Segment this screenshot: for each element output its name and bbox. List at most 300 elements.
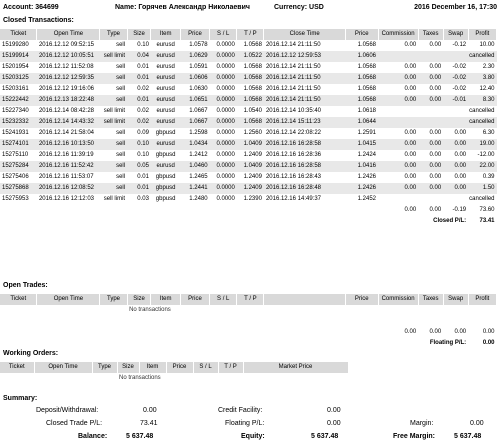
free-margin-value: 5 637.48 <box>454 433 482 440</box>
table-cell: 0.02 <box>137 86 149 92</box>
table-cell: 1.2560 <box>243 130 262 136</box>
table-cell: 2016.12.12 12:59:53 <box>264 51 345 62</box>
table-cell: eurusd <box>151 161 180 172</box>
summary-row-2 <box>0 420 500 432</box>
table-cell: 0.01 <box>127 73 151 84</box>
column-header: Market Price <box>243 362 348 373</box>
column-header: T / P <box>237 29 264 40</box>
table-cell: 15275868 <box>0 183 37 194</box>
working-empty-row <box>0 373 497 384</box>
account-holder-name: Name: Горячев Александр Николаевич <box>115 4 250 11</box>
table-cell: 1.0606 <box>180 73 209 84</box>
column-header: Size <box>117 362 139 373</box>
table-cell: 19.00 <box>468 139 496 150</box>
column-header: Swap <box>443 294 468 305</box>
balance-value: 5 637.48 <box>126 433 154 440</box>
table-cell: 0.00 <box>454 130 467 136</box>
table-cell: eurusd <box>151 73 180 84</box>
table-cell: 0.00 <box>418 95 443 106</box>
table-cell: 2016.12.16 11:52:42 <box>37 161 100 172</box>
table-cell: -12.00 <box>477 152 495 158</box>
free-margin-label: Free Margin: <box>393 433 436 440</box>
table-cell: 2016.12.16 16:28:48 <box>264 183 345 194</box>
table-cell: 0.00 <box>429 130 442 136</box>
table-cell: 0.00 <box>378 183 418 194</box>
column-header: Close Time <box>264 29 345 40</box>
column-header: Size <box>127 294 151 305</box>
table-cell: 1.2390 <box>243 196 262 202</box>
table-cell: 0.00 <box>443 183 468 194</box>
table-cell: 0.0000 <box>216 42 235 48</box>
closed-trade-pl-value: 73.41 <box>140 420 158 427</box>
column-header: Taxes <box>418 29 443 40</box>
table-cell: 1.0591 <box>189 64 208 70</box>
table-cell: 1.0568 <box>345 73 378 84</box>
total-commission: 0.00 <box>404 207 417 213</box>
table-row <box>0 183 497 194</box>
table-cell: 0.04 <box>127 51 151 62</box>
table-row <box>0 150 497 161</box>
table-cell: 2016.12.12 10:05:51 <box>37 51 100 62</box>
table-cell: sell <box>116 130 126 136</box>
column-header: Type <box>100 29 127 40</box>
deposit-label: Deposit/Withdrawal: <box>36 407 99 414</box>
column-header: Type <box>92 362 117 373</box>
table-cell: 15275953 <box>2 196 29 202</box>
open-trades-table <box>0 294 497 349</box>
table-cell: 0.00 <box>429 174 442 180</box>
working-orders-table <box>0 362 497 384</box>
table-cell: 0.00 <box>418 73 443 84</box>
table-cell: 1.0568 <box>237 95 264 106</box>
table-row <box>0 51 497 62</box>
table-cell: 2016.12.16 11:39:19 <box>38 152 94 158</box>
table-cell: 0.00 <box>404 130 417 136</box>
table-row <box>0 194 497 205</box>
column-header: S / L <box>210 29 237 40</box>
table-cell: 2016.12.16 16:28:58 <box>264 139 345 150</box>
table-cell: 0.01 <box>137 64 149 70</box>
table-cell: 2016.12.13 18:22:48 <box>37 95 100 106</box>
table-cell: 1.2426 <box>345 183 378 194</box>
table-cell: cancelled <box>378 117 497 128</box>
table-cell: 1.2441 <box>180 183 209 194</box>
table-cell: 0.02 <box>137 108 149 114</box>
credit-value: 0.00 <box>327 407 341 414</box>
table-cell: 1.0409 <box>237 161 264 172</box>
table-cell: 0.0000 <box>210 73 237 84</box>
table-cell: sell <box>116 42 126 48</box>
table-cell: -0.01 <box>443 95 468 106</box>
column-header <box>264 294 345 305</box>
working-orders-title: Working Orders: <box>3 350 59 357</box>
table-cell: gbpusd <box>155 174 176 180</box>
table-cell: 1.0606 <box>345 51 378 62</box>
table-cell: 2016.12.12 09:52:15 <box>38 42 94 48</box>
total-taxes: 0.00 <box>429 207 442 213</box>
table-cell: 0.00 <box>378 95 418 106</box>
open-empty-row <box>0 305 497 316</box>
credit-label: Credit Facility: <box>218 407 263 414</box>
table-cell: 0.0000 <box>216 196 235 202</box>
closed-transactions-table <box>0 29 497 227</box>
table-cell: 8.30 <box>468 95 496 106</box>
table-cell: 2016.12.14 21:11:50 <box>265 86 321 92</box>
column-header: Ticket <box>0 362 34 373</box>
table-cell: 1.0630 <box>189 86 208 92</box>
table-cell: 2016.12.16 10:13:50 <box>37 139 100 150</box>
column-header: Profit <box>468 294 496 305</box>
column-header: Size <box>127 29 151 40</box>
column-header: Price <box>345 294 378 305</box>
closed-transactions-title: Closed Transactions: <box>3 17 74 24</box>
open-total-taxes: 0.00 <box>429 329 442 335</box>
table-cell: 15232332 <box>0 117 37 128</box>
table-cell: 1.0568 <box>357 64 376 70</box>
column-header: Item <box>151 29 180 40</box>
table-cell: 2016.12.14 21:11:50 <box>265 42 321 48</box>
table-cell: 1.0629 <box>180 51 209 62</box>
table-cell: sell limit <box>100 117 127 128</box>
table-cell: 0.02 <box>127 117 151 128</box>
table-cell: 2016.12.12 11:52:08 <box>38 64 94 70</box>
column-header: Item <box>139 362 166 373</box>
table-cell: 0.00 <box>429 152 442 158</box>
table-cell: 15227340 <box>2 108 29 114</box>
column-header: Type <box>100 294 127 305</box>
table-cell: 2016.12.16 16:28:58 <box>264 161 345 172</box>
table-cell: eurusd <box>151 95 180 106</box>
table-cell: 1.50 <box>468 183 496 194</box>
table-cell: 0.01 <box>127 95 151 106</box>
open-total-swap: 0.00 <box>454 329 467 335</box>
table-cell: 0.00 <box>418 139 443 150</box>
table-cell: 1.2452 <box>357 196 376 202</box>
table-cell: sell <box>100 95 127 106</box>
table-cell: 1.2480 <box>189 196 208 202</box>
table-cell: 15275110 <box>2 152 29 158</box>
table-cell: 0.00 <box>404 174 417 180</box>
account-number: Account: 364699 <box>3 4 59 11</box>
balance-label: Balance: <box>78 433 108 440</box>
table-cell: 1.0568 <box>345 95 378 106</box>
table-cell: sell limit <box>103 196 126 202</box>
table-cell: 1.0568 <box>237 73 264 84</box>
table-cell: 2016.12.14 15:11:23 <box>264 117 345 128</box>
column-header: Swap <box>443 29 468 40</box>
table-cell: 1.0409 <box>237 139 264 150</box>
table-cell: 0.0000 <box>210 117 237 128</box>
table-cell: 0.00 <box>404 64 417 70</box>
table-cell: 0.0000 <box>210 161 237 172</box>
column-header: Profit <box>468 29 496 40</box>
table-cell: 0.39 <box>482 174 495 180</box>
table-cell: 1.2409 <box>243 174 262 180</box>
table-cell: sell <box>116 86 126 92</box>
table-cell: 2016.12.16 11:53:07 <box>38 174 94 180</box>
table-cell: 2016.12.12 19:16:06 <box>38 86 94 92</box>
table-cell: 1.0460 <box>180 161 209 172</box>
account-currency: Currency: USD <box>274 4 324 11</box>
table-cell: 0.00 <box>404 152 417 158</box>
table-cell: 1.2426 <box>357 174 376 180</box>
table-cell: 0.00 <box>454 152 467 158</box>
floating-pl-summary-value: 0.00 <box>327 420 341 427</box>
column-header: S / L <box>193 362 218 373</box>
floating-pl-label: Floating P/L: <box>429 340 467 346</box>
table-cell: 2016.12.14 10:35:40 <box>265 108 322 114</box>
table-cell: 1.0416 <box>345 161 378 172</box>
table-cell: 3.80 <box>468 73 496 84</box>
closed-pl-row <box>0 216 497 227</box>
table-row <box>0 106 497 117</box>
table-cell: eurusd <box>156 64 175 70</box>
column-header: Ticket <box>0 29 37 40</box>
column-header: Open Time <box>37 294 100 305</box>
table-cell: 0.0000 <box>210 95 237 106</box>
table-row <box>0 40 497 51</box>
column-header: Price <box>166 362 193 373</box>
table-cell: 2016.12.16 12:12:03 <box>38 196 94 202</box>
table-row <box>0 172 497 183</box>
table-cell: gbpusd <box>155 196 176 202</box>
table-cell: eurusd <box>151 139 180 150</box>
summary-title: Summary: <box>3 395 38 402</box>
table-cell: 0.00 <box>378 161 418 172</box>
table-cell: 1.0434 <box>180 139 209 150</box>
working-empty-message: No transactions <box>119 375 161 381</box>
table-cell: 1.0568 <box>237 117 264 128</box>
total-profit: 73.60 <box>479 207 495 213</box>
table-cell: 0.00 <box>418 183 443 194</box>
column-header: Price <box>180 294 209 305</box>
closed-trade-pl-label: Closed Trade P/L: <box>46 420 103 427</box>
table-cell: eurusd <box>156 86 175 92</box>
column-header: Price <box>345 29 378 40</box>
table-cell: 0.10 <box>137 152 149 158</box>
table-cell: 1.0578 <box>189 42 208 48</box>
equity-value: 5 637.48 <box>311 433 339 440</box>
equity-label: Equity: <box>241 433 265 440</box>
table-cell: 0.00 <box>429 86 442 92</box>
table-cell: sell limit <box>100 51 127 62</box>
table-cell: 1.0568 <box>357 42 376 48</box>
table-cell: -0.02 <box>452 64 467 70</box>
table-cell: 1.2424 <box>357 152 376 158</box>
floating-pl-row <box>0 338 497 349</box>
column-header: Open Time <box>37 29 100 40</box>
open-totals-row <box>0 327 497 338</box>
table-cell: 0.00 <box>443 161 468 172</box>
closed-totals-row <box>0 205 497 216</box>
table-cell: 1.2591 <box>357 130 376 136</box>
table-cell: 2016.12.14 14:43:32 <box>37 117 100 128</box>
table-cell: 2016.12.14 21:11:50 <box>264 95 345 106</box>
table-cell: 0.00 <box>454 174 467 180</box>
table-row <box>0 128 497 139</box>
table-cell: sell <box>100 183 127 194</box>
table-cell: 15201954 <box>2 64 29 70</box>
table-cell: 2016.12.14 22:08:22 <box>265 130 322 136</box>
table-cell: sell <box>100 161 127 172</box>
table-cell: sell <box>116 174 126 180</box>
summary-row-3 <box>0 433 500 445</box>
table-cell: 2016.12.16 16:28:36 <box>265 152 322 158</box>
table-cell: 0.00 <box>404 86 417 92</box>
table-cell: -0.02 <box>452 86 467 92</box>
table-cell: 15199914 <box>0 51 37 62</box>
table-cell: 0.00 <box>443 139 468 150</box>
table-cell: 0.0000 <box>216 174 235 180</box>
table-cell: eurusd <box>151 51 180 62</box>
table-cell: gbpusd <box>151 183 180 194</box>
table-cell: 2016.12.12 12:59:35 <box>37 73 100 84</box>
table-cell: 1.0667 <box>180 117 209 128</box>
column-header: Item <box>151 294 180 305</box>
table-cell: eurusd <box>151 117 180 128</box>
table-cell: 0.00 <box>404 42 417 48</box>
table-cell: gbpusd <box>155 152 176 158</box>
table-cell: 2.30 <box>482 64 495 70</box>
table-cell: 0.00 <box>418 161 443 172</box>
table-cell: 1.2598 <box>189 130 208 136</box>
table-cell: sell <box>116 64 126 70</box>
table-cell: 0.0000 <box>216 86 235 92</box>
table-cell: 15199280 <box>2 42 29 48</box>
table-cell: cancelled <box>378 51 497 62</box>
table-cell: cancelled <box>469 108 495 114</box>
table-cell: 1.0644 <box>345 117 378 128</box>
table-cell: 2016.12.16 12:08:52 <box>37 183 100 194</box>
table-row <box>0 95 497 106</box>
table-cell: 1.0667 <box>189 108 208 114</box>
table-cell: 1.0568 <box>243 86 262 92</box>
closed-pl-value: 73.41 <box>479 218 495 224</box>
table-cell: 1.2409 <box>237 183 264 194</box>
table-cell: 2016.12.14 21:11:50 <box>264 73 345 84</box>
column-header: S / L <box>210 294 237 305</box>
summary-row-1 <box>0 407 500 419</box>
table-cell: 0.0000 <box>210 139 237 150</box>
table-row <box>0 161 497 172</box>
table-cell: 1.0651 <box>180 95 209 106</box>
table-cell: 0.01 <box>127 183 151 194</box>
table-cell: 2016.12.16 16:28:43 <box>265 174 322 180</box>
table-cell: 0.0000 <box>216 64 235 70</box>
table-cell: gbpusd <box>155 130 176 136</box>
open-trades-title: Open Trades: <box>3 282 48 289</box>
statement-header <box>0 4 500 16</box>
table-cell: 1.0415 <box>345 139 378 150</box>
table-cell: 0.0000 <box>210 183 237 194</box>
table-cell: 0.10 <box>127 139 151 150</box>
column-header: Price <box>180 29 209 40</box>
table-cell: sell <box>100 73 127 84</box>
table-cell: 0.0000 <box>210 51 237 62</box>
column-header: T / P <box>237 294 264 305</box>
table-cell: -0.12 <box>452 42 467 48</box>
table-cell: -0.02 <box>443 73 468 84</box>
table-cell: 1.2465 <box>189 174 208 180</box>
open-total-commission: 0.00 <box>404 329 417 335</box>
table-cell: 2016.12.14 21:58:04 <box>38 130 94 136</box>
column-header: Ticket <box>0 294 37 305</box>
table-cell: 15241931 <box>2 130 29 136</box>
table-cell: 22.00 <box>468 161 496 172</box>
table-cell: 10.00 <box>479 42 495 48</box>
table-cell: 1.0522 <box>237 51 264 62</box>
table-cell: 0.0000 <box>216 130 235 136</box>
table-row <box>0 73 497 84</box>
table-cell: 0.0000 <box>216 108 235 114</box>
table-cell: 2016.12.14 21:11:50 <box>265 64 321 70</box>
table-cell: 15222442 <box>0 95 37 106</box>
table-row <box>0 84 497 95</box>
table-cell: 1.0568 <box>243 64 262 70</box>
table-cell: cancelled <box>469 196 495 202</box>
table-cell: 6.30 <box>482 130 495 136</box>
margin-label: Margin: <box>410 420 434 427</box>
table-cell: 0.00 <box>378 139 418 150</box>
deposit-value: 0.00 <box>143 407 157 414</box>
table-cell: 2016.12.16 14:49:37 <box>265 196 322 202</box>
table-cell: 1.0568 <box>357 86 376 92</box>
open-spacer-row <box>0 316 497 327</box>
floating-pl-value: 0.00 <box>482 340 495 346</box>
table-cell: 0.01 <box>137 174 149 180</box>
table-row <box>0 62 497 73</box>
table-cell: 15203125 <box>0 73 37 84</box>
table-cell: 15275406 <box>2 174 29 180</box>
margin-value: 0.00 <box>470 420 484 427</box>
table-cell: 0.00 <box>429 64 442 70</box>
column-header: T / P <box>218 362 243 373</box>
table-cell: 1.2409 <box>243 152 262 158</box>
table-cell: 0.09 <box>137 130 149 136</box>
table-cell: 15275284 <box>0 161 37 172</box>
open-total-profit: 0.00 <box>482 329 495 335</box>
open-empty-message: No transactions <box>129 307 171 313</box>
table-cell: 0.03 <box>137 196 149 202</box>
table-cell: sell <box>116 152 126 158</box>
table-row <box>0 139 497 150</box>
table-row <box>0 117 497 128</box>
table-cell: 1.0568 <box>243 42 262 48</box>
table-cell: 12.40 <box>479 86 495 92</box>
table-cell: 1.2412 <box>189 152 208 158</box>
column-header: Taxes <box>418 294 443 305</box>
closed-pl-label: Closed P/L: <box>433 218 467 224</box>
table-cell: 15274101 <box>0 139 37 150</box>
column-header: Commission <box>378 29 418 40</box>
table-cell: eurusd <box>156 108 175 114</box>
table-cell: 0.00 <box>429 42 442 48</box>
table-cell: 15203161 <box>2 86 29 92</box>
column-header: Open Time <box>34 362 92 373</box>
table-cell: 1.0618 <box>357 108 376 114</box>
table-cell: 2016.12.14 08:42:28 <box>38 108 94 114</box>
table-cell: sell <box>100 139 127 150</box>
table-cell: 0.0000 <box>216 152 235 158</box>
total-swap: -0.19 <box>452 207 467 213</box>
table-cell: eurusd <box>156 42 175 48</box>
table-cell: sell limit <box>103 108 126 114</box>
floating-pl-summary-label: Floating P/L: <box>225 420 265 427</box>
table-cell: 0.05 <box>127 161 151 172</box>
table-cell: 1.0540 <box>243 108 262 114</box>
column-header: Commission <box>378 294 418 305</box>
table-cell: 0.10 <box>137 42 149 48</box>
